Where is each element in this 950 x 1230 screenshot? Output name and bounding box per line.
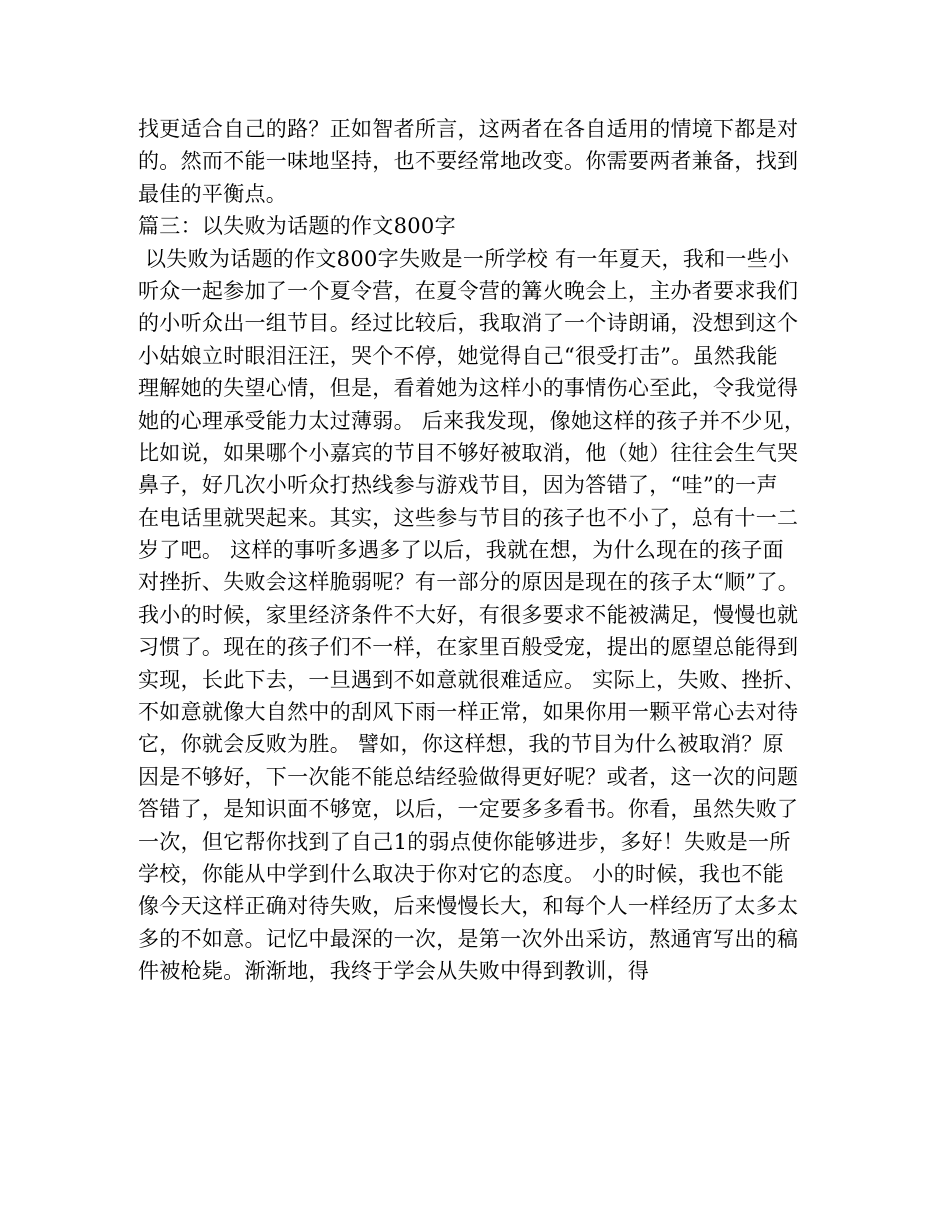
text-line: 以失败为话题的作文800字失败是一所学校 有一年夏天，我和一些小 bbox=[138, 246, 790, 271]
text-line: 一次，但它帮你找到了自己1的弱点使你能够进步，多好！失败是一所 bbox=[138, 829, 791, 854]
text-line: 多的不如意。记忆中最深的一次，是第一次外出采访，熬通宵写出的稿 bbox=[138, 926, 799, 951]
text-line: 像今天这样正确对待失败，后来慢慢长大，和每个人一样经历了太多太 bbox=[138, 894, 799, 919]
text-line: 的小听众出一组节目。经过比较后，我取消了一个诗朗诵，没想到这个 bbox=[138, 311, 799, 336]
text-line: 实现，长此下去，一旦遇到不如意就很难适应。 实际上，失败、挫折、 bbox=[138, 667, 806, 692]
text-line: 件被枪毙。渐渐地，我终于学会从失败中得到教训，得 bbox=[138, 959, 650, 984]
text-line: 她的心理承受能力太过薄弱。 后来我发现，像她这样的孩子并不少见， bbox=[138, 408, 806, 433]
text-line: 对挫折、失败会这样脆弱呢？有一部分的原因是现在的孩子太“顺”了。 bbox=[138, 570, 800, 595]
text-line: 鼻子，好几次小听众打热线参与游戏节目，因为答错了，“哇”的一声 bbox=[138, 473, 778, 498]
text-line: 比如说，如果哪个小嘉宾的节目不够好被取消，他（她）往往会生气哭 bbox=[138, 440, 799, 465]
text-line: 答错了，是知识面不够宽，以后，一定要多多看书。你看，虽然失败了 bbox=[138, 797, 799, 822]
text-line: 因是不够好，下一次能不能总结经验做得更好呢？或者，这一次的问题 bbox=[138, 764, 799, 789]
text-line: 小姑娘立时眼泪汪汪，哭个不停，她觉得自己“很受打击”。虽然我能 bbox=[138, 343, 778, 368]
text-line: 的。然而不能一味地坚持，也不要经常地改变。你需要两者兼备，找到 bbox=[138, 149, 799, 174]
text-line: 岁了吧。 这样的事听多遇多了以后，我就在想，为什么现在的孩子面 bbox=[138, 538, 784, 563]
text-line: 学校，你能从中学到什么取决于你对它的态度。 小的时候，我也不能 bbox=[138, 861, 784, 886]
text-line: 理解她的失望心情，但是，看着她为这样小的事情伤心至此，令我觉得 bbox=[138, 376, 799, 401]
text-line: 不如意就像大自然中的刮风下雨一样正常，如果你用一颗平常心去对待 bbox=[138, 700, 799, 725]
section-heading: 篇三：以失败为话题的作文800字 bbox=[138, 214, 456, 239]
text-line: 它，你就会反败为胜。 譬如，你这样想，我的节目为什么被取消？原 bbox=[138, 732, 784, 757]
text-line: 我小的时候，家里经济条件不大好，有很多要求不能被满足，慢慢也就 bbox=[138, 602, 799, 627]
text-line: 找更适合自己的路？正如智者所言，这两者在各自适用的情境下都是对 bbox=[138, 117, 799, 141]
text-line: 最佳的平衡点。 bbox=[138, 181, 288, 206]
text-line: 在电话里就哭起来。其实，这些参与节目的孩子也不小了，总有十一二 bbox=[138, 505, 799, 530]
body-text bbox=[138, 113, 828, 988]
text-line: 习惯了。现在的孩子们不一样，在家里百般受宠，提出的愿望总能得到 bbox=[138, 635, 799, 660]
text-line: 听众一起参加了一个夏令营，在夏令营的篝火晚会上，主办者要求我们 bbox=[138, 278, 799, 303]
